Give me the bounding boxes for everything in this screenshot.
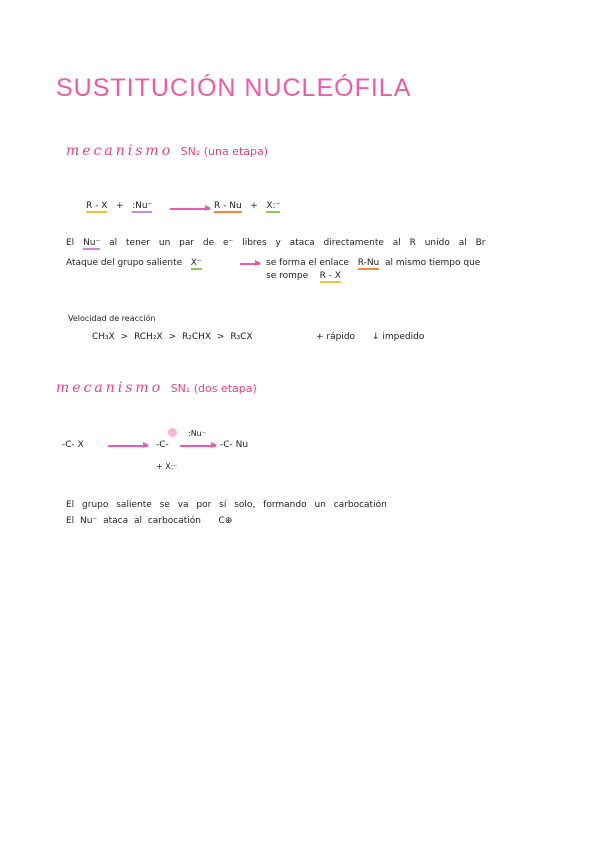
reaction-arrow <box>170 208 210 210</box>
hindered-label: ↓ impedido <box>372 332 425 342</box>
short-arrow <box>240 263 260 265</box>
sn1-line-2: El Nu⁻ ataca al carbocatión C⊕ <box>66 516 233 526</box>
page-title: SUSTITUCIÓN NUCLEÓFILA <box>56 74 412 102</box>
product: R - Nu <box>214 201 242 211</box>
velocity-order: CH₃X > RCH₂X > R₂CHX > R₃CX <box>92 332 253 342</box>
sn2-line-2: Ataque del grupo saliente X⁻ <box>66 258 202 268</box>
section-heading-sn1 <box>56 380 257 396</box>
reactant: R - X <box>86 201 108 211</box>
sn2-products <box>214 201 280 211</box>
sn2-line-2b: se forma el enlace R-Nu al mismo tiempo que <box>266 258 481 268</box>
leaving-group: X:⁻ <box>266 201 281 211</box>
faster-label: + rápido <box>316 332 356 342</box>
velocity-label: Velocidad de reacción <box>68 314 156 323</box>
sn1-reactant: -C- X <box>62 440 84 450</box>
sn1-line-1: El grupo saliente se va por sí solo, formando un carbocatión <box>66 500 387 510</box>
sn1-product: -C- Nu <box>220 440 249 450</box>
plus: + <box>250 201 258 211</box>
section-heading-sn2 <box>66 143 268 159</box>
reaction-arrow-1 <box>108 445 148 447</box>
sn1-byproduct: + X:⁻ <box>156 462 178 471</box>
carbocation-dot <box>168 428 177 437</box>
heading-rest: SN₁ (dos etapa) <box>170 382 257 395</box>
sn2-equation <box>86 201 152 211</box>
nu-label: :Nu⁻ <box>188 429 206 438</box>
heading-rest: SN₂ (una etapa) <box>180 145 269 158</box>
plus: + <box>115 201 124 211</box>
sn2-line-3: se rompe R - X <box>266 271 341 281</box>
sn1-intermediate: -C- <box>156 440 169 450</box>
heading-italic: mecanismo <box>66 143 174 159</box>
sn2-line-1: El Nu⁻ al tener un par de e⁻ libres y ataca directamente al R unido al Br <box>66 238 486 248</box>
heading-italic: mecanismo <box>56 380 164 396</box>
reaction-arrow-2 <box>180 445 216 447</box>
nucleophile: :Nu⁻ <box>132 201 153 211</box>
